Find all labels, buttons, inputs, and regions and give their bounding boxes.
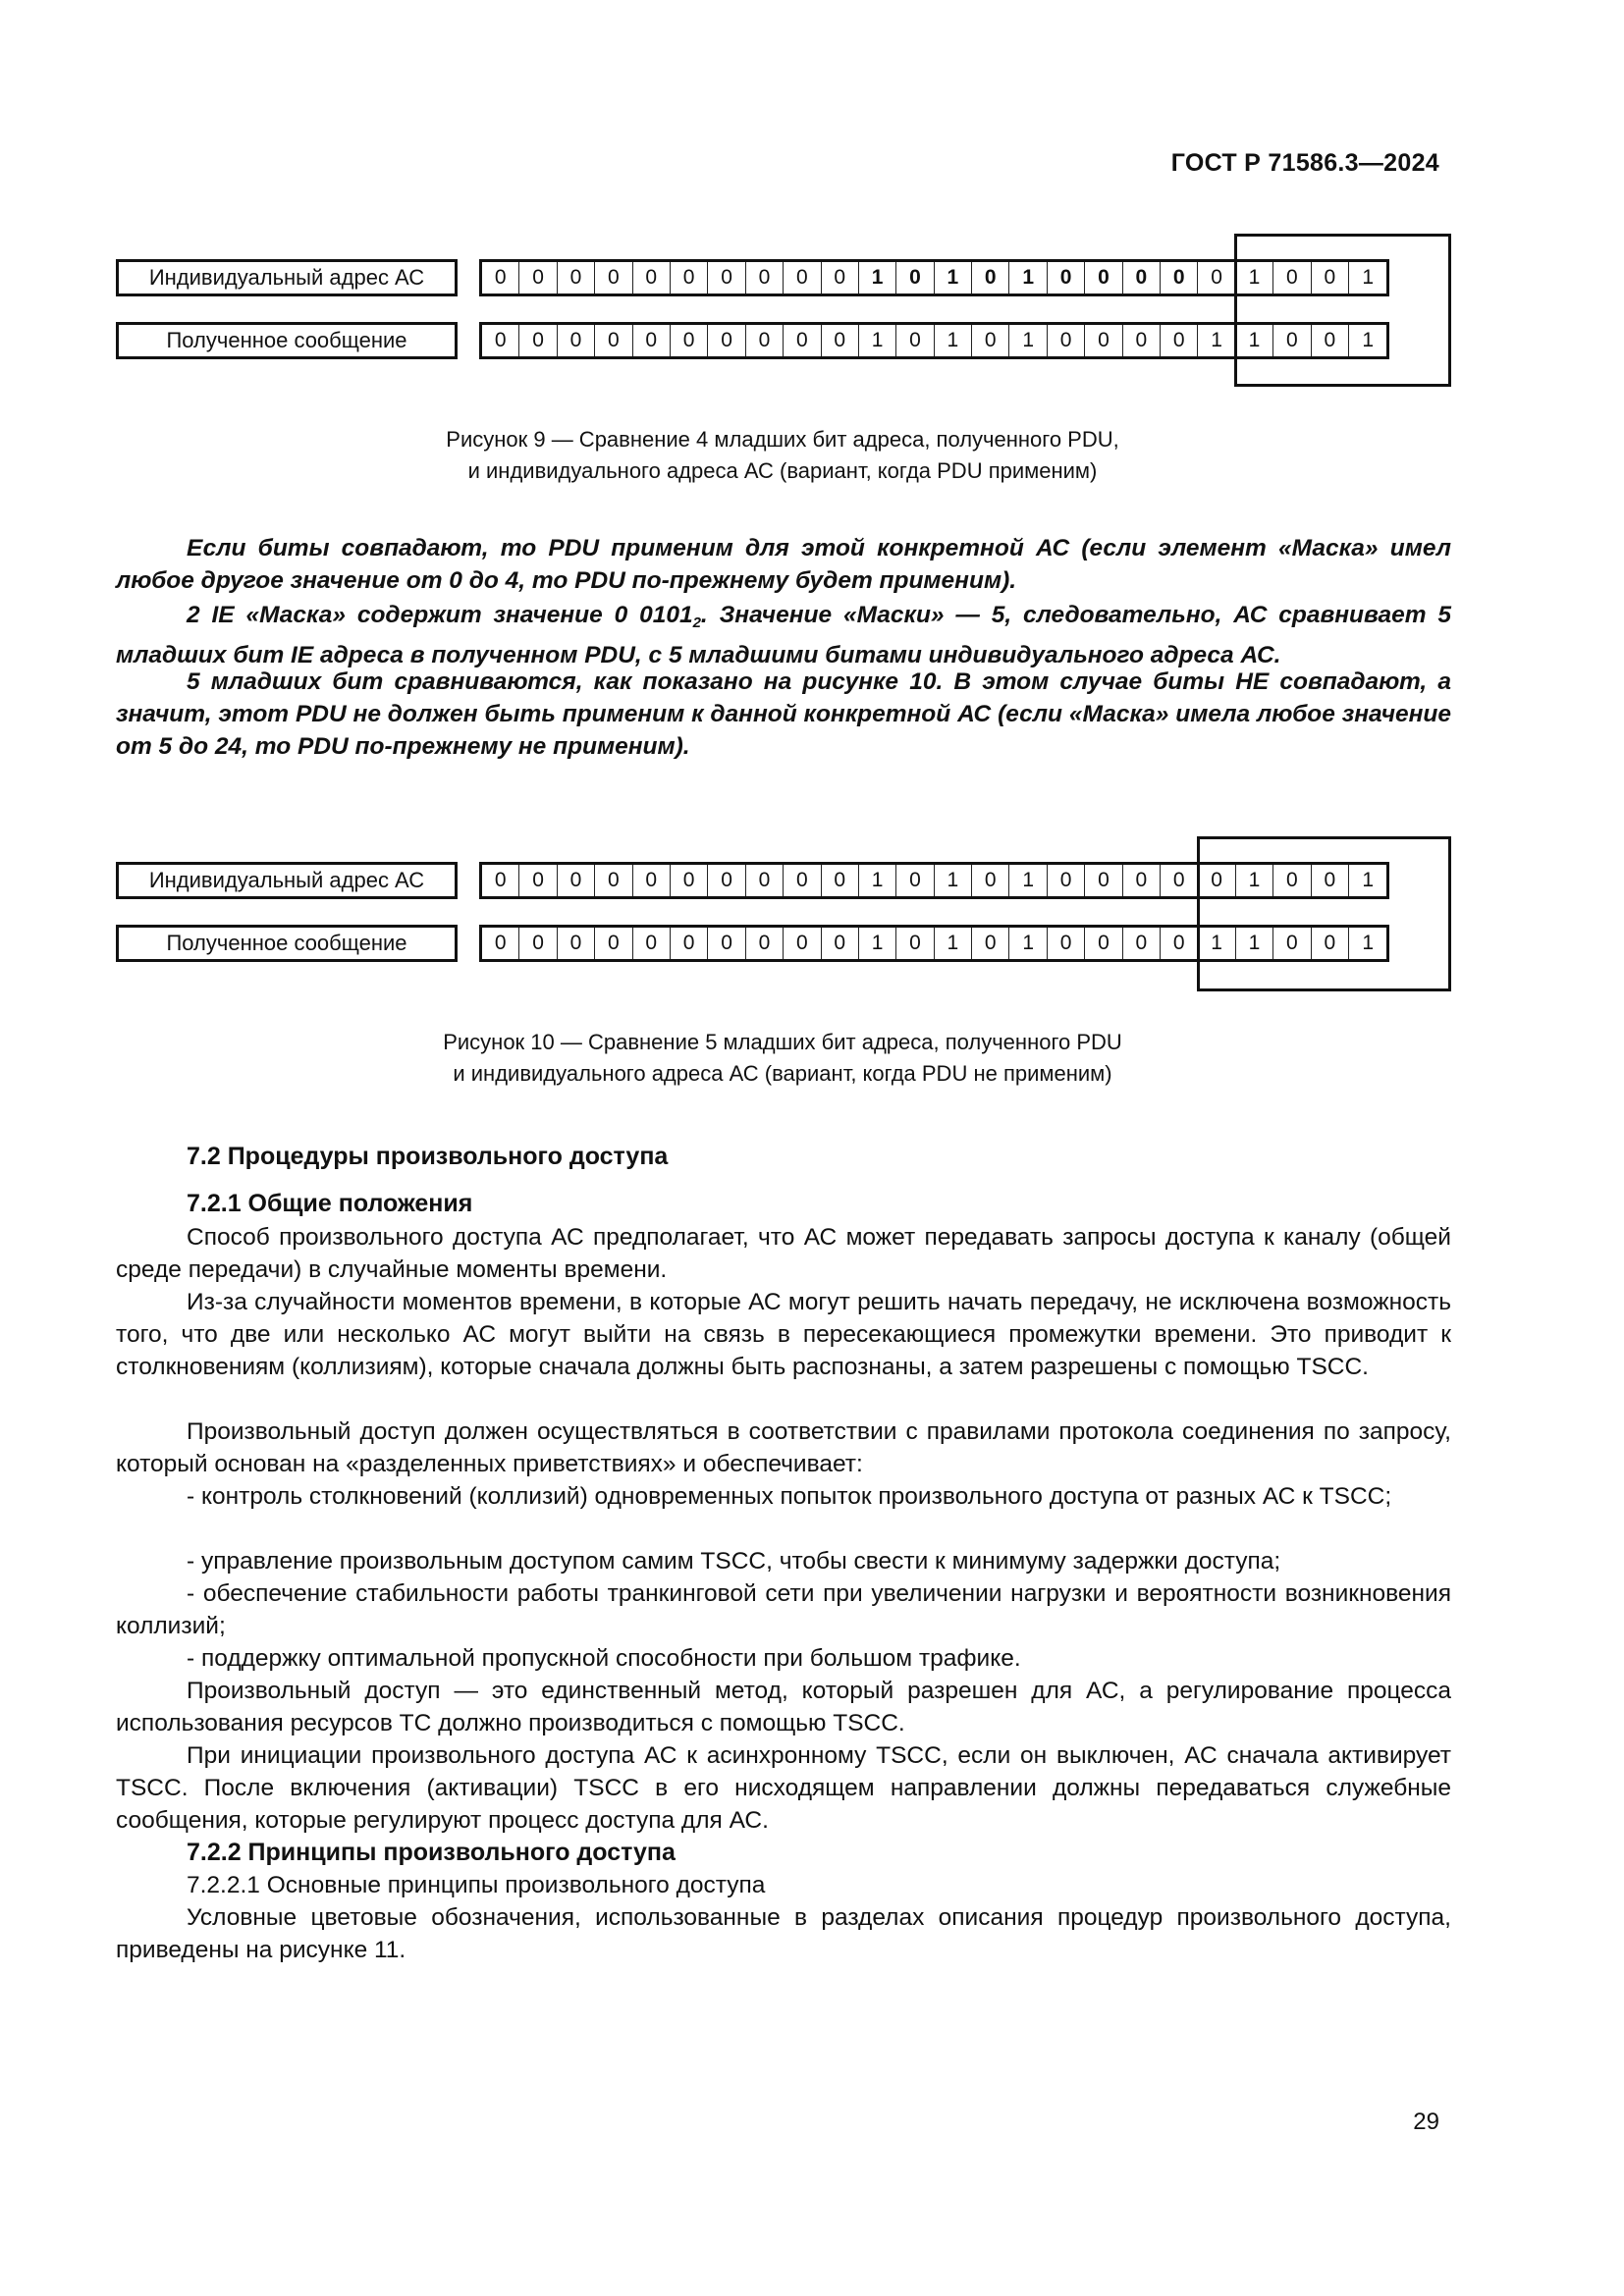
bit-cell: 0 [519,865,557,896]
bit-cell: 0 [1161,325,1198,356]
bit-cell: 0 [633,262,671,294]
bit-cell: 0 [1161,865,1198,896]
bit-cell: 1 [1198,928,1235,959]
bit-cell: 0 [1123,865,1161,896]
bit-cell: 0 [595,928,632,959]
bit-cell: 0 [1273,928,1311,959]
bit-cell: 0 [972,865,1009,896]
bit-cell: 0 [558,928,595,959]
bit-cell: 0 [595,865,632,896]
heading-7-2: 7.2 Процедуры произвольного доступа [187,1143,669,1170]
figure-9-message-label: Полученное сообщение [116,322,458,359]
bit-cell: 0 [1123,928,1161,959]
list-item-access-management: - управление произвольным доступом самим TSCC, чтобы свести к минимуму задержки доступа; [187,1548,1281,1575]
bit-cell: 0 [1085,262,1122,294]
bit-cell: 1 [859,262,896,294]
bit-cell: 0 [633,865,671,896]
paragraph-bits-match: Если биты совпадают, то PDU применим для этой конкретной АС (если элемент «Маска» имел любое другое значение от 0 до 4, то PDU по-прежнему будет применим). [116,535,1451,594]
bit-cell: 0 [671,865,708,896]
bit-cell: 1 [1236,325,1273,356]
bit-cell: 1 [935,262,972,294]
text-random-access-method: Способ произвольного доступа АС предполагает, что АС может передавать запросы доступа к каналу (общей среде передачи) в случайные моменты времени. [116,1224,1451,1283]
bit-cell: 0 [1198,262,1235,294]
list-item-throughput: - поддержку оптимальной пропускной способности при большом трафике. [187,1645,1021,1672]
bit-cell: 0 [633,325,671,356]
bit-cell: 1 [935,325,972,356]
bit-cell: 1 [1009,928,1047,959]
bit-cell: 0 [1198,865,1235,896]
bit-cell: 0 [708,325,745,356]
bit-cell: 0 [1312,865,1349,896]
bit-cell: 0 [746,865,784,896]
figure-10-caption-1: Рисунок 10 — Сравнение 5 младших бит адреса, полученного PDU [443,1030,1122,1054]
bit-cell: 0 [558,865,595,896]
bit-cell: 0 [1161,262,1198,294]
figure-9-address-label: Индивидуальный адрес АС [116,259,458,296]
list-item-stability: - обеспечение стабильности работы транкинговой сети при увеличении нагрузки и вероятности возникновения коллизий; [116,1580,1451,1639]
bit-cell: 0 [482,865,519,896]
bit-cell: 0 [482,262,519,294]
text-collisions: Из-за случайности моментов времени, в которые АС могут решить начать передачу, не исключена возможность того, что две или несколько АС могут выйти на связь в пересекающиеся промежутки времени. Это приводит к столкновениям (коллизиям), которые сначала должны быть распознаны, а затем разрешены с помощью TSCC. [116,1289,1451,1380]
bit-cell: 1 [935,865,972,896]
bit-cell: 1 [1236,928,1273,959]
bit-cell: 0 [896,865,934,896]
bit-cell: 1 [859,928,896,959]
bit-cell: 0 [784,262,821,294]
figure-10-message-label: Полученное сообщение [116,925,458,962]
bit-cell: 0 [1048,928,1085,959]
bit-cell: 0 [1123,325,1161,356]
bit-cell: 0 [519,928,557,959]
bit-cell: 0 [558,262,595,294]
bit-cell: 0 [1123,262,1161,294]
bit-cell: 0 [972,262,1009,294]
bit-cell: 1 [1009,325,1047,356]
bit-cell: 0 [822,865,859,896]
bit-cell: 0 [1048,325,1085,356]
bit-cell: 0 [708,928,745,959]
bit-cell: 0 [1312,325,1349,356]
heading-7-2-2-1: 7.2.2.1 Основные принципы произвольного доступа [187,1872,766,1898]
bit-cell: 1 [1198,325,1235,356]
bit-cell: 1 [1362,869,1375,891]
bit-cell: 0 [1312,928,1349,959]
text-protocol: Произвольный доступ должен осуществляться в соответствии с правилами протокола соединения по запросу, который основан на «разделенных приветствиях» и обеспечивает: [116,1418,1451,1477]
bit-cell: 0 [746,262,784,294]
bit-cell: 0 [558,325,595,356]
bit-cell: 1 [1362,266,1375,289]
paragraph-mask-value [116,599,1451,671]
bit-cell: 0 [1273,325,1311,356]
paragraph-mask-value-part1: 2 IE «Маска» содержит значение 0 0101 [187,602,693,628]
bit-cell: 0 [1161,928,1198,959]
text-only-method: Произвольный доступ — это единственный метод, который разрешен для АС, а регулирование процесса использования ресурсов ТС должно производиться с помощью TSCC. [116,1678,1451,1736]
bit-cell: 1 [935,928,972,959]
bit-cell: 0 [822,262,859,294]
bit-cell: 0 [519,325,557,356]
bit-cell: 0 [519,262,557,294]
bit-cell: 0 [595,262,632,294]
paragraph-bits-mismatch: 5 младших бит сравниваются, как показано на рисунке 10. В этом случае биты НЕ совпадают, а значит, этот PDU не должен быть применим к данной конкретной АС (если «Маска» имела любое значение от 5 до 24, то PDU по-прежнему не применим). [116,668,1451,760]
bit-cell: 1 [859,325,896,356]
bit-cell: 0 [896,325,934,356]
bit-cell: 0 [972,928,1009,959]
bit-cell: 0 [671,262,708,294]
figure-9 [116,232,1451,389]
bit-cell: 0 [972,325,1009,356]
bit-cell: 0 [746,325,784,356]
bit-cell: 0 [671,928,708,959]
figure-9-caption-1: Рисунок 9 — Сравнение 4 младших бит адреса, полученного PDU, [446,427,1119,452]
text-initiation: При инициации произвольного доступа АС к асинхронному TSCC, если он выключен, АС сначала активирует TSCC. После включения (активации) TSCC в его нисходящем направлении должны передаваться служебные сообщения, которые регулируют процесс доступа для АС. [116,1742,1451,1834]
bit-cell: 0 [708,262,745,294]
bit-cell: 1 [1009,262,1047,294]
list-item-collision-control: - контроль столкновений (коллизий) одновременных попыток произвольного доступа от разных АС к TSCC; [187,1483,1392,1510]
figure-10-caption-2: и индивидуального адреса АС (вариант, когда PDU не применим) [453,1061,1112,1086]
figure-10-address-label: Индивидуальный адрес АС [116,862,458,899]
bit-cell: 0 [1085,928,1122,959]
figure-9-mask-bracket [1234,234,1451,387]
bit-cell: 0 [896,262,934,294]
bit-cell: 0 [1048,865,1085,896]
bit-cell: 1 [1236,865,1273,896]
bit-cell: 0 [671,325,708,356]
heading-7-2-1: 7.2.1 Общие положения [187,1190,473,1217]
bit-cell: 0 [822,325,859,356]
paragraph-mask-value-part2: . Значение «Маски» — 5, следовательно, АС сравнивает 5 младших бит IE адреса в полученном PDU, с 5 младшими битами индивидуального адреса АС. [116,602,1451,668]
bit-cell: 0 [1273,262,1311,294]
paragraph-mask-subscript: 2 [692,614,701,631]
bit-cell: 0 [784,865,821,896]
bit-cell: 0 [822,928,859,959]
bit-cell: 0 [633,928,671,959]
bit-cell: 0 [746,928,784,959]
bit-cell: 0 [1312,262,1349,294]
bit-cell: 1 [1362,932,1375,954]
bit-cell: 0 [708,865,745,896]
bit-cell: 1 [1236,262,1273,294]
bit-cell: 0 [595,325,632,356]
bit-cell: 0 [896,928,934,959]
bit-cell: 0 [784,325,821,356]
heading-7-2-2: 7.2.2 Принципы произвольного доступа [187,1839,676,1866]
bit-cell: 1 [859,865,896,896]
bit-cell: 1 [1009,865,1047,896]
bit-cell: 0 [482,928,519,959]
text-color-legend-reference: Условные цветовые обозначения, использованные в разделах описания процедур произвольного доступа, приведены на рисунке 11. [116,1904,1451,1963]
page-number: 29 [1413,2109,1439,2135]
bit-cell: 0 [1085,865,1122,896]
figure-10 [116,836,1451,993]
bit-cell: 0 [482,325,519,356]
standard-id: ГОСТ Р 71586.3—2024 [1170,149,1439,177]
figure-10-mask-bracket [1197,836,1451,991]
bit-cell: 1 [1362,329,1375,351]
bit-cell: 0 [1273,865,1311,896]
bit-cell: 0 [1048,262,1085,294]
bit-cell: 0 [1085,325,1122,356]
bit-cell: 0 [784,928,821,959]
figure-9-caption-2: и индивидуального адреса АС (вариант, когда PDU применим) [467,458,1098,483]
